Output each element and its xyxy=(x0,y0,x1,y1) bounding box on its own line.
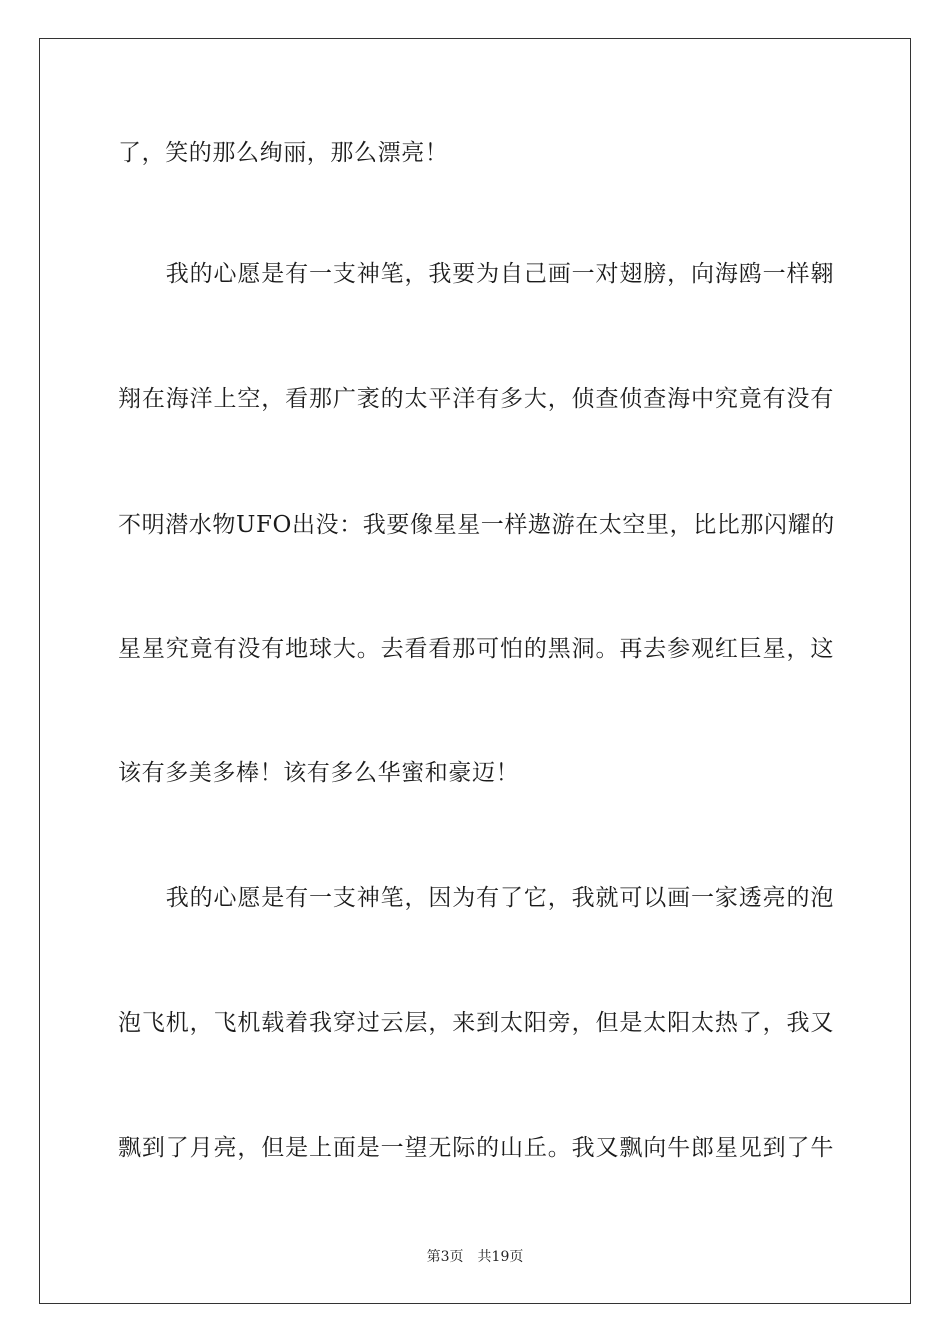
text-line-4: 不明潜水物UFO出没：我要像星星一样遨游在太空里，比比那闪耀的 xyxy=(118,512,835,538)
page-footer xyxy=(0,1248,950,1266)
text-line-6: 该有多美多棒！该有多么华蜜和豪迈！ xyxy=(118,760,520,786)
page-number: 第3页 xyxy=(426,1249,464,1265)
text-line-8: 泡飞机，飞机载着我穿过云层，来到太阳旁，但是太阳太热了，我又 xyxy=(118,1010,834,1036)
text-line-7: 我的心愿是有一支神笔，因为有了它，我就可以画一家透亮的泡 xyxy=(118,885,834,911)
page-total: 共19页 xyxy=(477,1249,524,1265)
text-line-9: 飘到了月亮，但是上面是一望无际的山丘。我又飘向牛郎星见到了牛 xyxy=(118,1135,834,1161)
text-line-5: 星星究竟有没有地球大。去看看那可怕的黑洞。再去参观红巨星，这 xyxy=(118,636,834,662)
text-line-2: 我的心愿是有一支神笔，我要为自己画一对翅膀，向海鸥一样翱 xyxy=(118,261,834,287)
text-line-1: 了，笑的那么绚丽，那么漂亮！ xyxy=(118,140,449,166)
text-line-3: 翔在海洋上空，看那广袤的太平洋有多大，侦查侦查海中究竟有没有 xyxy=(118,386,834,412)
page-border xyxy=(39,38,911,1304)
